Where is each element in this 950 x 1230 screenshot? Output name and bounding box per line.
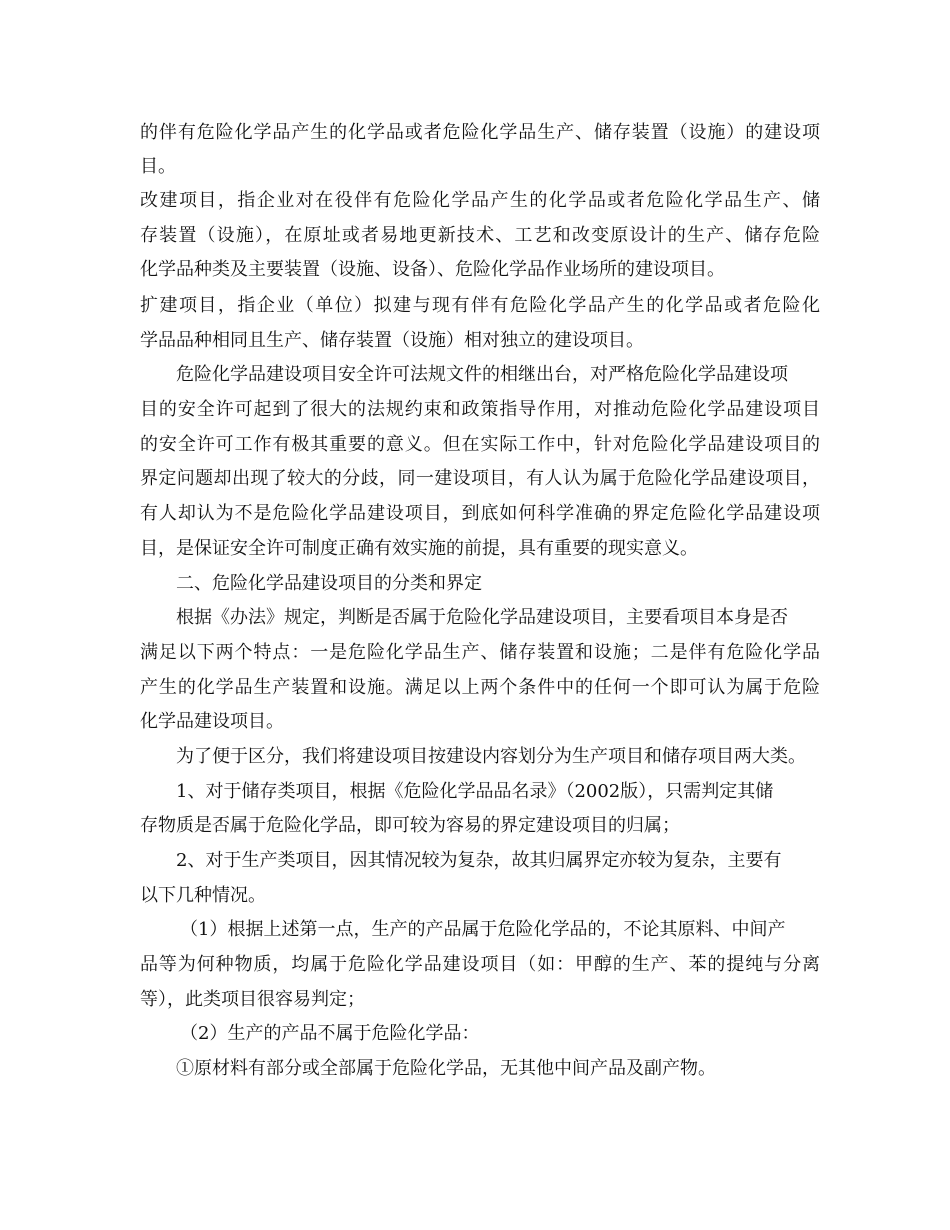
text-line: 有人却认为不是危险化学品建设项目，到底如何科学准确的界定危险化学品建设项 xyxy=(140,503,820,524)
text-line: 界定问题却出现了较大的分歧，同一建设项目，有人认为属于危险化学品建设项目， xyxy=(140,468,820,489)
section-heading: 二、危险化学品建设项目的分类和界定 xyxy=(176,573,482,594)
text-line: ①原材料有部分或全部属于危险化学品，无其他中间产品及副产物。 xyxy=(176,1058,716,1079)
text-line: 扩建项目，指企业（单位）拟建与现有伴有危险化学品产生的化学品或者危险化 xyxy=(140,295,820,316)
text-line: 等），此类项目很容易判定； xyxy=(140,989,365,1010)
text-line: 以下几种情况。 xyxy=(140,885,266,906)
text-line: 目，是保证安全许可制度正确有效实施的前提，具有重要的现实意义。 xyxy=(140,538,698,559)
text-line: （2）生产的产品不属于危险化学品： xyxy=(180,1023,480,1044)
text-line: 改建项目，指企业对在役伴有危险化学品产生的化学品或者危险化学品生产、储 xyxy=(140,190,820,211)
text-line: 根据《办法》规定，判断是否属于危险化学品建设项目，主要看项目本身是否 xyxy=(176,607,788,628)
text-line: 为了便于区分，我们将建设项目按建设内容划分为生产项目和储存项目两大类。 xyxy=(176,746,806,767)
text-line: 学品品种相同且生产、储存装置（设施）相对独立的建设项目。 xyxy=(140,330,644,351)
text-line: 化学品建设项目。 xyxy=(140,711,284,732)
text-line: 化学品种类及主要装置（设施、设备）、危险化学品作业场所的建设项目。 xyxy=(140,259,725,280)
text-line: 产生的化学品生产装置和设施。满足以上两个条件中的任何一个即可认为属于危险 xyxy=(140,677,820,698)
text-line: 存装置（设施），在原址或者易地更新技术、工艺和改变原设计的生产、储存危险 xyxy=(140,225,820,246)
text-line: 目的安全许可起到了很大的法规约束和政策指导作用，对推动危险化学品建设项目 xyxy=(140,399,820,420)
text-line: 目。 xyxy=(140,156,176,177)
text-line: 存物质是否属于危险化学品，即可较为容易的界定建设项目的归属； xyxy=(140,815,680,836)
text-line: 的安全许可工作有极其重要的意义。但在实际工作中，针对危险化学品建设项目的 xyxy=(140,434,820,455)
text-line: 的伴有危险化学品产生的化学品或者危险化学品生产、储存装置（设施）的建设项 xyxy=(140,122,820,143)
text-line: 危险化学品建设项目安全许可法规文件的相继出台，对严格危险化学品建设项 xyxy=(176,364,788,385)
text-line: 2、对于生产类项目，因其情况较为复杂，故其归属界定亦较为复杂，主要有 xyxy=(176,850,782,871)
text-line: 1、对于储存类项目，根据《危险化学品品名录》（2002版），只需判定其储 xyxy=(176,781,774,802)
text-line: （1）根据上述第一点，生产的产品属于危险化学品的，不论其原料、中间产 xyxy=(180,919,786,940)
text-line: 品等为何种物质，均属于危险化学品建设项目（如：甲醇的生产、苯的提纯与分离 xyxy=(140,954,820,975)
text-line: 满足以下两个特点：一是危险化学品生产、储存装置和设施；二是伴有危险化学品 xyxy=(140,642,820,663)
